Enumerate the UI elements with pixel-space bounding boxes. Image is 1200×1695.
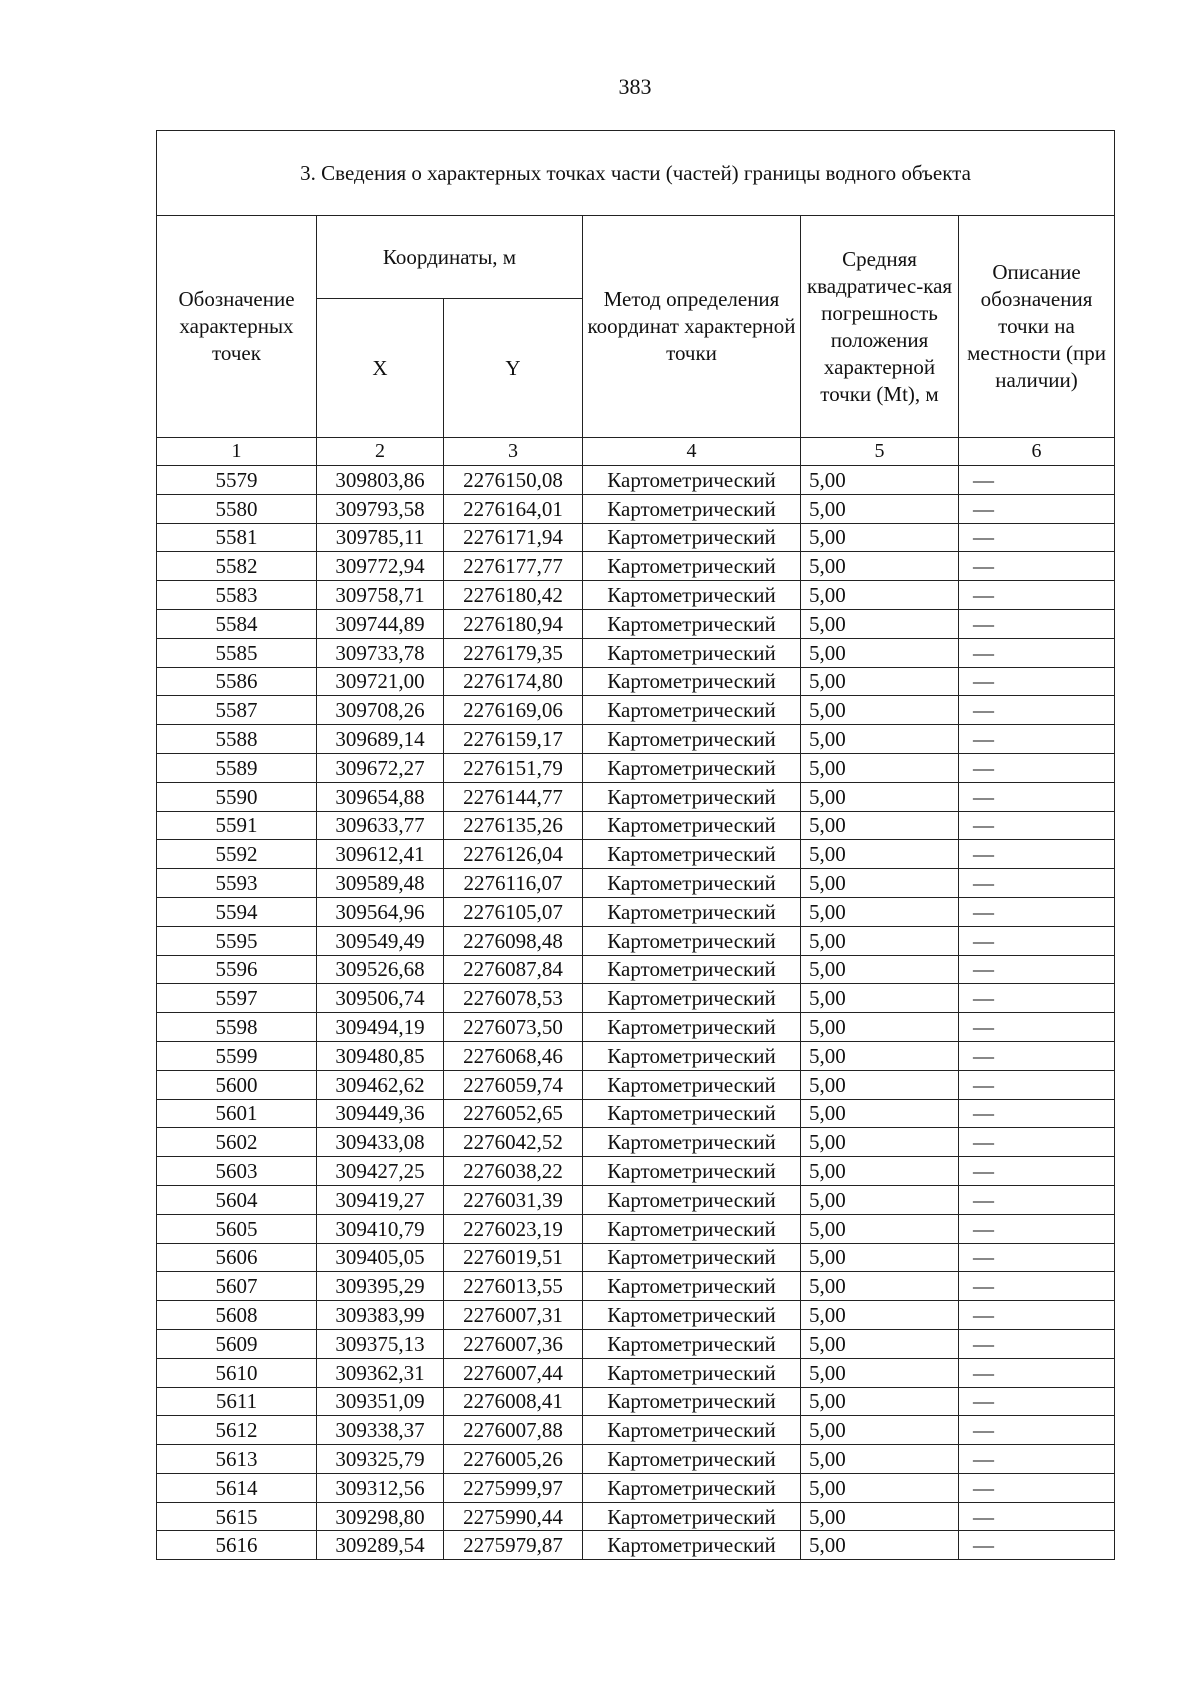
cell-y: 2276087,84 — [444, 955, 583, 984]
cell-point-id: 5582 — [157, 552, 317, 581]
cell-error: 5,00 — [801, 1214, 959, 1243]
cell-x: 309312,56 — [317, 1473, 444, 1502]
cell-error: 5,00 — [801, 1416, 959, 1445]
cell-description: — — [959, 1531, 1115, 1560]
header-coordinates: Координаты, м — [317, 216, 583, 299]
cell-error: 5,00 — [801, 494, 959, 523]
cell-y: 2276042,52 — [444, 1128, 583, 1157]
cell-x: 309375,13 — [317, 1329, 444, 1358]
table-title-row — [157, 131, 1115, 216]
column-number: 5 — [801, 438, 959, 466]
cell-point-id: 5579 — [157, 466, 317, 495]
cell-method: Картометрический — [583, 552, 801, 581]
table-row — [157, 1243, 1115, 1272]
cell-y: 2276169,06 — [444, 696, 583, 725]
cell-y: 2276151,79 — [444, 753, 583, 782]
cell-method: Картометрический — [583, 1185, 801, 1214]
cell-y: 2276007,36 — [444, 1329, 583, 1358]
cell-error: 5,00 — [801, 984, 959, 1013]
cell-method: Картометрический — [583, 1157, 801, 1186]
cell-y: 2276177,77 — [444, 552, 583, 581]
cell-y: 2276179,35 — [444, 638, 583, 667]
table-row — [157, 581, 1115, 610]
cell-description: — — [959, 1416, 1115, 1445]
cell-error: 5,00 — [801, 1387, 959, 1416]
cell-error: 5,00 — [801, 1013, 959, 1042]
cell-y: 2276144,77 — [444, 782, 583, 811]
cell-point-id: 5588 — [157, 725, 317, 754]
cell-y: 2276008,41 — [444, 1387, 583, 1416]
cell-error: 5,00 — [801, 1329, 959, 1358]
cell-x: 309526,68 — [317, 955, 444, 984]
cell-x: 309708,26 — [317, 696, 444, 725]
table-row — [157, 1157, 1115, 1186]
cell-description: — — [959, 466, 1115, 495]
cell-x: 309803,86 — [317, 466, 444, 495]
cell-point-id: 5614 — [157, 1473, 317, 1502]
cell-y: 2276159,17 — [444, 725, 583, 754]
cell-error: 5,00 — [801, 523, 959, 552]
cell-error: 5,00 — [801, 811, 959, 840]
cell-y: 2276013,55 — [444, 1272, 583, 1301]
cell-error: 5,00 — [801, 667, 959, 696]
cell-y: 2276116,07 — [444, 869, 583, 898]
cell-description: — — [959, 725, 1115, 754]
cell-method: Картометрический — [583, 926, 801, 955]
cell-x: 309758,71 — [317, 581, 444, 610]
boundary-points-table — [156, 130, 1115, 1560]
cell-point-id: 5602 — [157, 1128, 317, 1157]
cell-description: — — [959, 955, 1115, 984]
cell-description: — — [959, 782, 1115, 811]
cell-x: 309689,14 — [317, 725, 444, 754]
cell-point-id: 5605 — [157, 1214, 317, 1243]
table-row — [157, 725, 1115, 754]
table-row — [157, 1502, 1115, 1531]
cell-point-id: 5594 — [157, 897, 317, 926]
cell-point-id: 5583 — [157, 581, 317, 610]
cell-x: 309612,41 — [317, 840, 444, 869]
cell-error: 5,00 — [801, 869, 959, 898]
cell-method: Картометрический — [583, 1301, 801, 1330]
header-description: Описание обозначения точки на местности (при наличии) — [959, 216, 1115, 438]
cell-error: 5,00 — [801, 1157, 959, 1186]
cell-point-id: 5581 — [157, 523, 317, 552]
table-row — [157, 811, 1115, 840]
table-row — [157, 1099, 1115, 1128]
cell-error: 5,00 — [801, 1272, 959, 1301]
cell-method: Картометрический — [583, 466, 801, 495]
cell-point-id: 5593 — [157, 869, 317, 898]
cell-description: — — [959, 1099, 1115, 1128]
cell-y: 2276073,50 — [444, 1013, 583, 1042]
cell-description: — — [959, 552, 1115, 581]
cell-description: — — [959, 1502, 1115, 1531]
column-number: 2 — [317, 438, 444, 466]
cell-method: Картометрический — [583, 581, 801, 610]
cell-y: 2276007,88 — [444, 1416, 583, 1445]
cell-point-id: 5595 — [157, 926, 317, 955]
cell-description: — — [959, 1329, 1115, 1358]
cell-method: Картометрический — [583, 840, 801, 869]
table-row — [157, 869, 1115, 898]
cell-point-id: 5600 — [157, 1070, 317, 1099]
column-number: 1 — [157, 438, 317, 466]
cell-y: 2276180,42 — [444, 581, 583, 610]
cell-error: 5,00 — [801, 897, 959, 926]
cell-x: 309383,99 — [317, 1301, 444, 1330]
cell-description: — — [959, 1272, 1115, 1301]
table-row — [157, 1445, 1115, 1474]
cell-point-id: 5607 — [157, 1272, 317, 1301]
table-row — [157, 1013, 1115, 1042]
header-row-1 — [157, 216, 1115, 299]
table-row — [157, 782, 1115, 811]
cell-point-id: 5610 — [157, 1358, 317, 1387]
cell-x: 309419,27 — [317, 1185, 444, 1214]
cell-y: 2276007,44 — [444, 1358, 583, 1387]
cell-y: 2276174,80 — [444, 667, 583, 696]
cell-x: 309338,37 — [317, 1416, 444, 1445]
table-title: 3. Сведения о характерных точках части (частей) границы водного объекта — [157, 131, 1115, 216]
cell-method: Картометрический — [583, 1214, 801, 1243]
cell-x: 309633,77 — [317, 811, 444, 840]
cell-x: 309744,89 — [317, 609, 444, 638]
cell-method: Картометрический — [583, 638, 801, 667]
cell-method: Картометрический — [583, 1416, 801, 1445]
cell-point-id: 5606 — [157, 1243, 317, 1272]
cell-point-id: 5616 — [157, 1531, 317, 1560]
cell-error: 5,00 — [801, 840, 959, 869]
cell-point-id: 5590 — [157, 782, 317, 811]
cell-x: 309785,11 — [317, 523, 444, 552]
cell-y: 2276135,26 — [444, 811, 583, 840]
cell-description: — — [959, 523, 1115, 552]
cell-y: 2276098,48 — [444, 926, 583, 955]
table-row — [157, 955, 1115, 984]
cell-method: Картометрический — [583, 782, 801, 811]
cell-method: Картометрический — [583, 725, 801, 754]
cell-y: 2276023,19 — [444, 1214, 583, 1243]
cell-error: 5,00 — [801, 1301, 959, 1330]
cell-x: 309733,78 — [317, 638, 444, 667]
table-row — [157, 1301, 1115, 1330]
cell-x: 309589,48 — [317, 869, 444, 898]
cell-x: 309395,29 — [317, 1272, 444, 1301]
cell-x: 309564,96 — [317, 897, 444, 926]
table-row — [157, 1531, 1115, 1560]
cell-method: Картометрический — [583, 955, 801, 984]
cell-point-id: 5609 — [157, 1329, 317, 1358]
cell-description: — — [959, 926, 1115, 955]
cell-method: Картометрический — [583, 523, 801, 552]
cell-description: — — [959, 1070, 1115, 1099]
cell-description: — — [959, 494, 1115, 523]
cell-description: — — [959, 638, 1115, 667]
cell-description: — — [959, 897, 1115, 926]
cell-description: — — [959, 1214, 1115, 1243]
header-point-designation: Обозначение характерных точек — [157, 216, 317, 438]
table-row — [157, 696, 1115, 725]
cell-error: 5,00 — [801, 696, 959, 725]
table-row — [157, 753, 1115, 782]
cell-description: — — [959, 1128, 1115, 1157]
cell-x: 309433,08 — [317, 1128, 444, 1157]
cell-x: 309772,94 — [317, 552, 444, 581]
cell-y: 2276019,51 — [444, 1243, 583, 1272]
cell-point-id: 5597 — [157, 984, 317, 1013]
cell-method: Картометрический — [583, 1128, 801, 1157]
cell-point-id: 5592 — [157, 840, 317, 869]
cell-point-id: 5604 — [157, 1185, 317, 1214]
cell-error: 5,00 — [801, 1070, 959, 1099]
cell-point-id: 5598 — [157, 1013, 317, 1042]
cell-point-id: 5615 — [157, 1502, 317, 1531]
cell-error: 5,00 — [801, 638, 959, 667]
table-row — [157, 1416, 1115, 1445]
cell-point-id: 5599 — [157, 1041, 317, 1070]
cell-description: — — [959, 667, 1115, 696]
table-row — [157, 667, 1115, 696]
cell-method: Картометрический — [583, 494, 801, 523]
cell-x: 309449,36 — [317, 1099, 444, 1128]
table-row — [157, 984, 1115, 1013]
cell-x: 309405,05 — [317, 1243, 444, 1272]
cell-method: Картометрический — [583, 811, 801, 840]
cell-x: 309721,00 — [317, 667, 444, 696]
cell-x: 309494,19 — [317, 1013, 444, 1042]
page-number: 383 — [618, 74, 652, 99]
cell-error: 5,00 — [801, 725, 959, 754]
table-row — [157, 1473, 1115, 1502]
cell-description: — — [959, 840, 1115, 869]
cell-method: Картометрический — [583, 1445, 801, 1474]
cell-method: Картометрический — [583, 984, 801, 1013]
cell-method: Картометрический — [583, 609, 801, 638]
column-number: 4 — [583, 438, 801, 466]
table-row — [157, 1272, 1115, 1301]
cell-x: 309289,54 — [317, 1531, 444, 1560]
cell-x: 309325,79 — [317, 1445, 444, 1474]
cell-point-id: 5586 — [157, 667, 317, 696]
table-row — [157, 1387, 1115, 1416]
cell-description: — — [959, 1473, 1115, 1502]
header-y: Y — [444, 299, 583, 438]
cell-point-id: 5589 — [157, 753, 317, 782]
cell-x: 309427,25 — [317, 1157, 444, 1186]
cell-x: 309654,88 — [317, 782, 444, 811]
cell-y: 2276007,31 — [444, 1301, 583, 1330]
cell-x: 309672,27 — [317, 753, 444, 782]
column-number: 3 — [444, 438, 583, 466]
cell-method: Картометрический — [583, 1387, 801, 1416]
cell-x: 309298,80 — [317, 1502, 444, 1531]
cell-point-id: 5611 — [157, 1387, 317, 1416]
cell-method: Картометрический — [583, 1531, 801, 1560]
cell-y: 2276180,94 — [444, 609, 583, 638]
cell-description: — — [959, 869, 1115, 898]
table-row — [157, 552, 1115, 581]
cell-description: — — [959, 984, 1115, 1013]
cell-description: — — [959, 1445, 1115, 1474]
column-number: 6 — [959, 438, 1115, 466]
table-row — [157, 1041, 1115, 1070]
table-row — [157, 494, 1115, 523]
column-number-row — [157, 438, 1115, 466]
cell-error: 5,00 — [801, 1243, 959, 1272]
cell-error: 5,00 — [801, 1358, 959, 1387]
cell-x: 309462,62 — [317, 1070, 444, 1099]
cell-x: 309362,31 — [317, 1358, 444, 1387]
cell-method: Картометрический — [583, 1013, 801, 1042]
cell-error: 5,00 — [801, 1041, 959, 1070]
cell-y: 2276038,22 — [444, 1157, 583, 1186]
cell-point-id: 5608 — [157, 1301, 317, 1330]
cell-y: 2276105,07 — [444, 897, 583, 926]
cell-error: 5,00 — [801, 955, 959, 984]
cell-error: 5,00 — [801, 552, 959, 581]
cell-point-id: 5584 — [157, 609, 317, 638]
cell-method: Картометрический — [583, 1041, 801, 1070]
cell-method: Картометрический — [583, 869, 801, 898]
cell-x: 309351,09 — [317, 1387, 444, 1416]
cell-description: — — [959, 1358, 1115, 1387]
header-error: Средняя квадратичес-кая погрешность положения характерной точки (Mt), м — [801, 216, 959, 438]
cell-y: 2275990,44 — [444, 1502, 583, 1531]
cell-method: Картометрический — [583, 1099, 801, 1128]
cell-y: 2276031,39 — [444, 1185, 583, 1214]
table-row — [157, 523, 1115, 552]
cell-description: — — [959, 753, 1115, 782]
cell-error: 5,00 — [801, 1445, 959, 1474]
cell-y: 2276150,08 — [444, 466, 583, 495]
cell-method: Картометрический — [583, 1473, 801, 1502]
cell-method: Картометрический — [583, 1070, 801, 1099]
cell-method: Картометрический — [583, 1243, 801, 1272]
table-row — [157, 1358, 1115, 1387]
table-row — [157, 1185, 1115, 1214]
cell-point-id: 5613 — [157, 1445, 317, 1474]
cell-point-id: 5587 — [157, 696, 317, 725]
cell-description: — — [959, 811, 1115, 840]
table-row — [157, 1329, 1115, 1358]
cell-point-id: 5612 — [157, 1416, 317, 1445]
cell-error: 5,00 — [801, 581, 959, 610]
cell-error: 5,00 — [801, 1185, 959, 1214]
cell-point-id: 5591 — [157, 811, 317, 840]
cell-method: Картометрический — [583, 1329, 801, 1358]
cell-y: 2276068,46 — [444, 1041, 583, 1070]
cell-method: Картометрический — [583, 667, 801, 696]
cell-point-id: 5596 — [157, 955, 317, 984]
cell-error: 5,00 — [801, 1099, 959, 1128]
cell-description: — — [959, 1243, 1115, 1272]
cell-error: 5,00 — [801, 782, 959, 811]
header-method: Метод определения координат характерной точки — [583, 216, 801, 438]
cell-y: 2275979,87 — [444, 1531, 583, 1560]
cell-x: 309480,85 — [317, 1041, 444, 1070]
table-row — [157, 638, 1115, 667]
cell-method: Картометрический — [583, 897, 801, 926]
table-row — [157, 897, 1115, 926]
table-row — [157, 1214, 1115, 1243]
cell-error: 5,00 — [801, 1473, 959, 1502]
cell-error: 5,00 — [801, 753, 959, 782]
cell-error: 5,00 — [801, 1502, 959, 1531]
cell-description: — — [959, 1013, 1115, 1042]
cell-error: 5,00 — [801, 609, 959, 638]
cell-description: — — [959, 1041, 1115, 1070]
table-row — [157, 466, 1115, 495]
cell-y: 2275999,97 — [444, 1473, 583, 1502]
cell-description: — — [959, 696, 1115, 725]
cell-x: 309506,74 — [317, 984, 444, 1013]
table-row — [157, 609, 1115, 638]
cell-method: Картометрический — [583, 1272, 801, 1301]
cell-point-id: 5601 — [157, 1099, 317, 1128]
cell-y: 2276171,94 — [444, 523, 583, 552]
cell-method: Картометрический — [583, 696, 801, 725]
cell-description: — — [959, 1387, 1115, 1416]
cell-description: — — [959, 1185, 1115, 1214]
header-x: X — [317, 299, 444, 438]
cell-point-id: 5585 — [157, 638, 317, 667]
cell-y: 2276005,26 — [444, 1445, 583, 1474]
table-row — [157, 1128, 1115, 1157]
cell-x: 309793,58 — [317, 494, 444, 523]
cell-point-id: 5603 — [157, 1157, 317, 1186]
cell-description: — — [959, 581, 1115, 610]
table-row — [157, 926, 1115, 955]
cell-description: — — [959, 1157, 1115, 1186]
cell-point-id: 5580 — [157, 494, 317, 523]
cell-method: Картометрический — [583, 1502, 801, 1531]
cell-x: 309410,79 — [317, 1214, 444, 1243]
cell-error: 5,00 — [801, 466, 959, 495]
cell-y: 2276059,74 — [444, 1070, 583, 1099]
table-row — [157, 1070, 1115, 1099]
table-row — [157, 840, 1115, 869]
cell-y: 2276078,53 — [444, 984, 583, 1013]
cell-method: Картометрический — [583, 753, 801, 782]
cell-description: — — [959, 1301, 1115, 1330]
cell-y: 2276164,01 — [444, 494, 583, 523]
cell-error: 5,00 — [801, 1128, 959, 1157]
cell-x: 309549,49 — [317, 926, 444, 955]
cell-error: 5,00 — [801, 1531, 959, 1560]
cell-method: Картометрический — [583, 1358, 801, 1387]
cell-y: 2276126,04 — [444, 840, 583, 869]
cell-error: 5,00 — [801, 926, 959, 955]
cell-y: 2276052,65 — [444, 1099, 583, 1128]
cell-description: — — [959, 609, 1115, 638]
